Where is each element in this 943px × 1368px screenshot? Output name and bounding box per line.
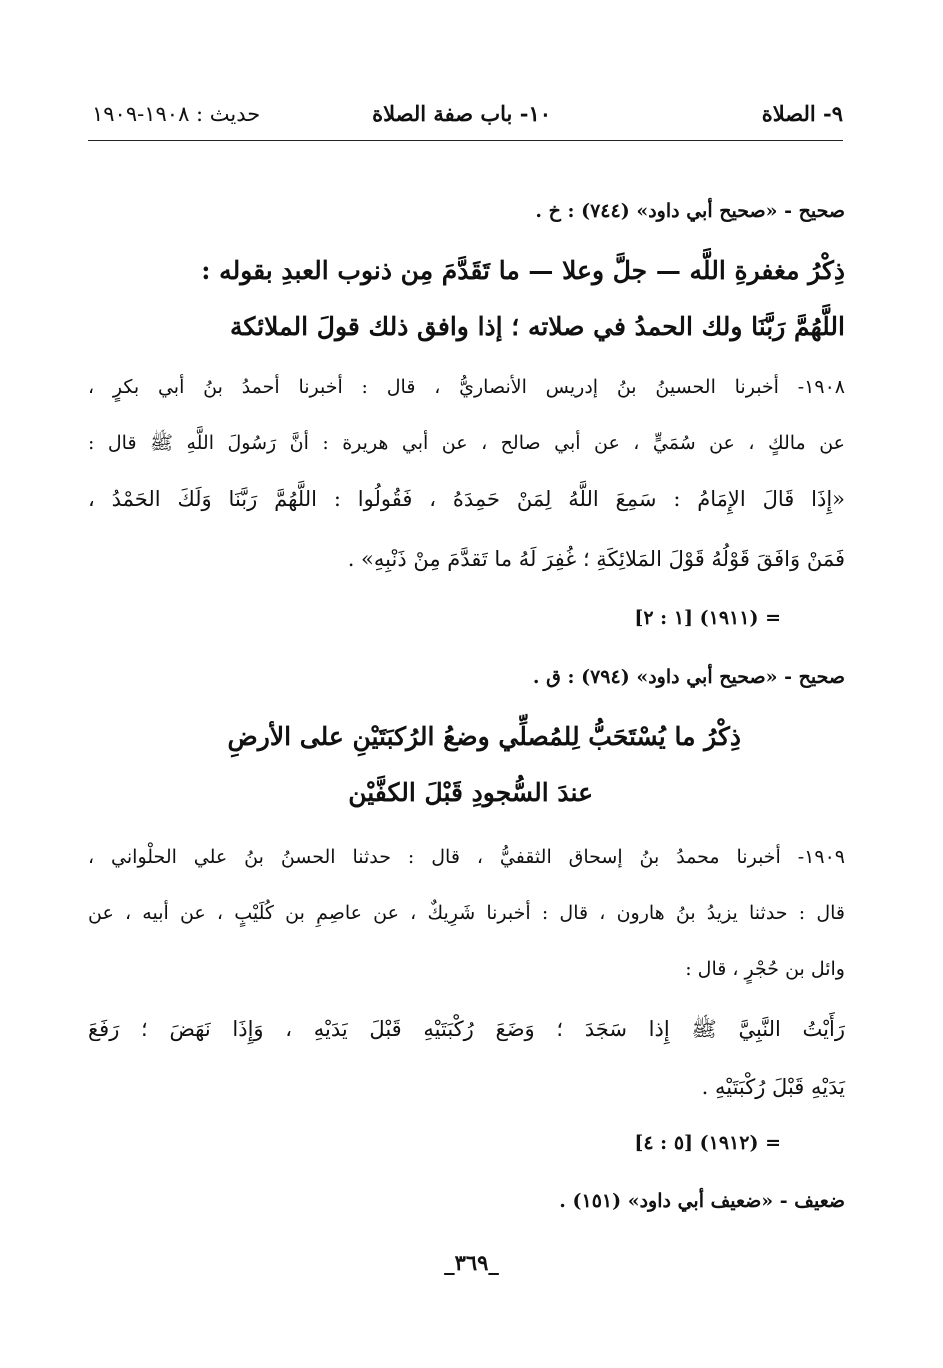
hadith-text: ١٩٠٩- أخبرنا محمدُ بنُ إسحاق الثقفيُّ ، قال : حدثنا الحسنُ بنُ علي الحلْواني ، [88, 846, 845, 868]
cross-reference: = (١٩١١) [١ : ٢] [634, 607, 781, 629]
hadith-text: وائل بن حُجْرٍ ، قال : [685, 958, 845, 980]
hadith-matn: يَدَيْهِ قَبْلَ رُكْبَتَيْهِ . [701, 1075, 845, 1099]
hadith-range: حديث : ١٩٠٨-١٩٠٩ [92, 102, 261, 126]
hadith-matn: رَأَيْتُ النَّبِيَّ ﷺ إِذا سَجَدَ ؛ وَضَعَ رُكْبَتَيْهِ قَبْلَ يَدَيْهِ ، وَإِذَا نَهَضَ ؛ رَفَعَ [88, 1017, 845, 1041]
grade-line: صحيح - «صحيح أبي داود» (٧٩٤) : ق . [532, 666, 845, 688]
hadith-text: ١٩٠٨- أخبرنا الحسينُ بنُ إدريس الأنصاريُّ ، قال : أخبرنا أحمدُ بنُ أبي بكرٍ ، [88, 376, 845, 398]
hadith-text: عن مالكٍ ، عن سُمَيٍّ ، عن أبي صالح ، عن أبي هريرة : أنَّ رَسُولَ اللَّهِ ﷺ قال : [88, 432, 845, 454]
cross-reference: = (١٩١٢) [٥ : ٤] [634, 1132, 781, 1154]
section-title: ١٠- باب صفة الصلاة [372, 101, 551, 126]
chapter-heading: ذِكْرُ مغفرةِ اللَّه — جلَّ وعلا — ما تَقَدَّمَ مِن ذنوب العبدِ بقوله : [201, 256, 845, 285]
chapter-heading: اللَّهُمَّ رَبَّنَا ولك الحمدُ في صلاته ؛ إذا وافق ذلك قولَ الملائكة [229, 312, 845, 341]
hadith-text: قال : حدثنا يزيدُ بنُ هارون ، قال : أخبرنا شَرِيكٌ ، عن عاصِمِ بن كُلَيْبٍ ، عن أبيه ، عن [88, 902, 845, 924]
page-number: _٣٦٩_ [444, 1250, 499, 1275]
grade-line: صحيح - «صحيح أبي داود» (٧٤٤) : خ . [535, 200, 845, 222]
chapter-title: ٩- الصلاة [761, 101, 843, 126]
chapter-heading: عندَ السُّجودِ قَبْلَ الكفَّيْن [348, 778, 593, 807]
header-rule [88, 140, 843, 141]
chapter-heading: ذِكْرُ ما يُسْتَحَبُّ لِلمُصلِّي وضعُ الرُكبَتَيْنِ على الأرضِ [227, 722, 741, 751]
hadith-matn: «إِذَا قَالَ الإِمَامُ : سَمِعَ اللَّهُ لِمَنْ حَمِدَهُ ، فَقُولُوا : اللَّهُمَّ رَبَّنَا وَلَكَ الحَمْدُ ، [88, 487, 845, 511]
hadith-matn: فَمَنْ وَافَقَ قَوْلُهُ قَوْلَ المَلائِكَةِ ؛ غُفِرَ لَهُ ما تَقدَّمَ مِنْ ذَنْبِهِ» . [347, 547, 845, 571]
grade-line: ضعيف - «ضعيف أبي داود» (١٥١) . [559, 1190, 845, 1212]
